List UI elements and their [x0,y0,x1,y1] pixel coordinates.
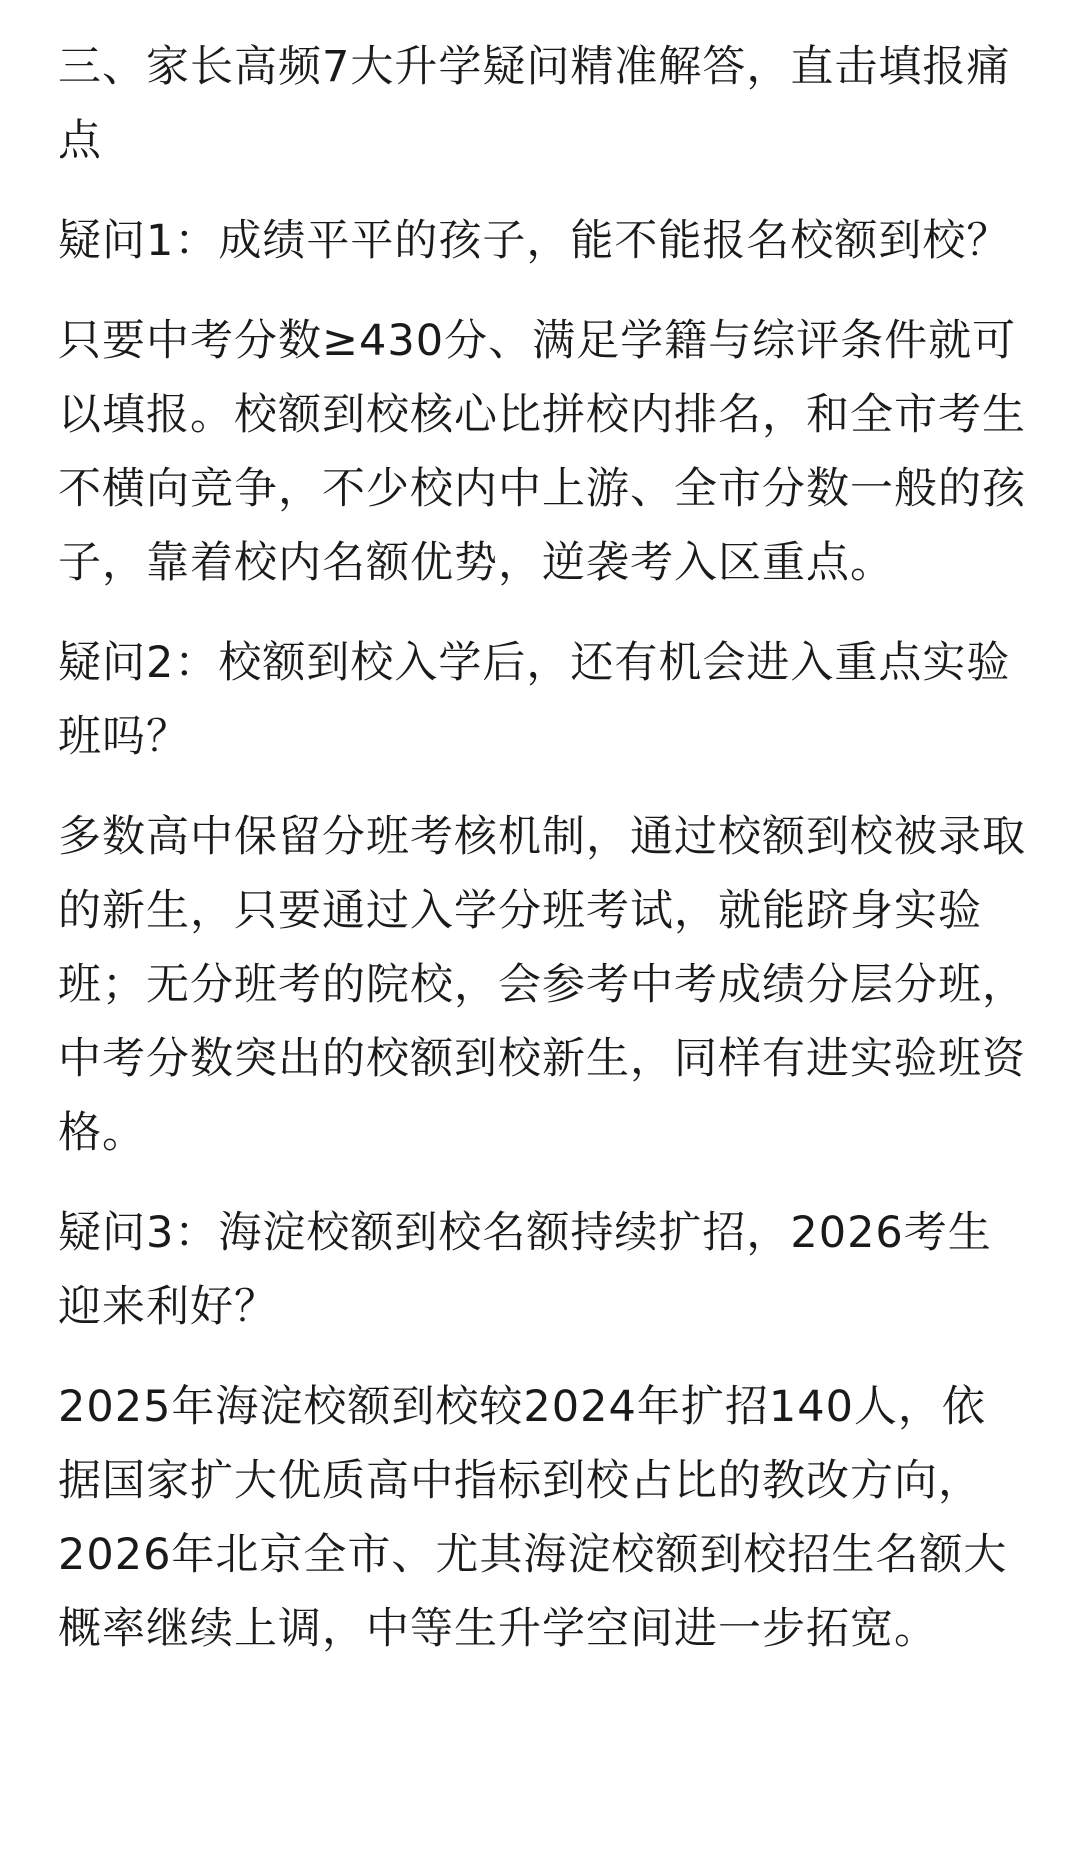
question-3: 疑问3：海淀校额到校名额持续扩招，2026考生迎来利好？ [58,1208,992,1332]
question-2: 疑问2：校额到校入学后，还有机会进入重点实验班吗？ [58,638,1011,762]
section-title: 三、家长高频7大升学疑问精准解答，直击填报痛点 [58,42,1011,166]
answer-3: 2025年海淀校额到校较2024年扩招140人，依据国家扩大优质高中指标到校占比的教改方向，2026年北京全市、尤其海淀校额到校招生名额大概率继续上调，中等生升学空间进一步拓宽。 [58,1382,1008,1654]
question-1: 疑问1：成绩平平的孩子，能不能报名校额到校？ [58,216,1011,266]
answer-1: 只要中考分数≥430分、满足学籍与综评条件就可以填报。校额到校核心比拼校内排名，和全市考生不横向竞争，不少校内中上游、全市分数一般的孩子，靠着校内名额优势，逆袭考入区重点。 [58,316,1026,588]
answer-2: 多数高中保留分班考核机制，通过校额到校被录取的新生，只要通过入学分班考试，就能跻身实验班；无分班考的院校，会参考中考成绩分层分班，中考分数突出的校额到校新生，同样有进实验班资格。 [58,812,1026,1158]
